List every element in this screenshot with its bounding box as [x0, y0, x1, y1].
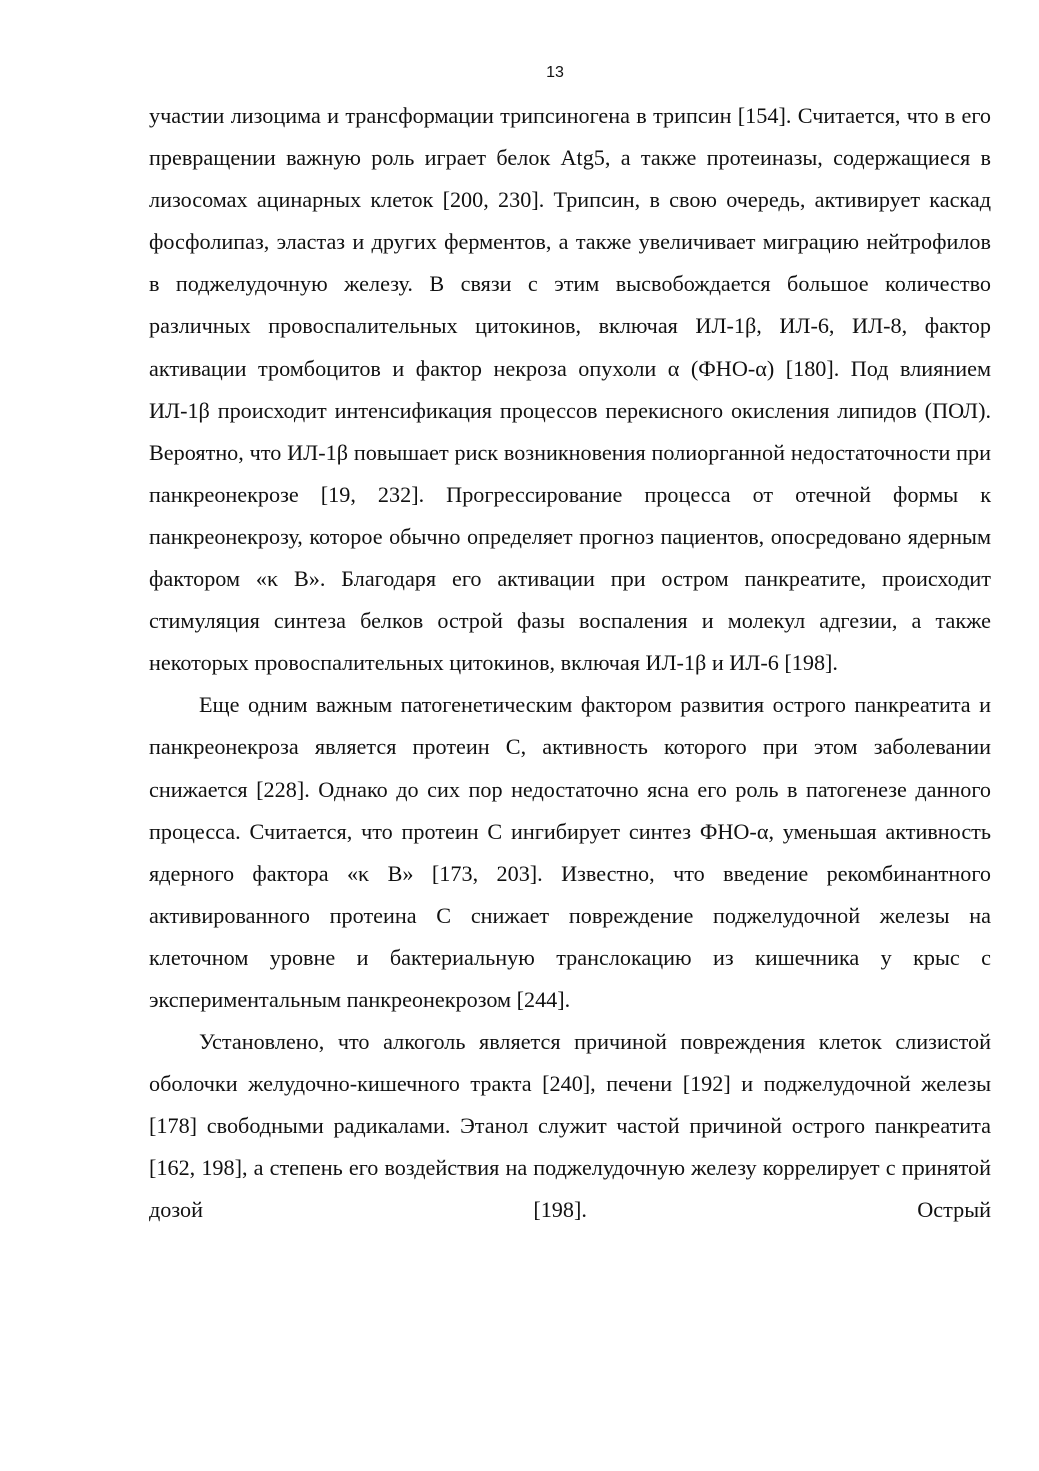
paragraph-3: Установлено, что алкоголь является причиной повреждения клеток слизистой оболочки желудочно-кишечного тракта [240], печени [192] и поджелудочной железы [178] свободными радикалами. Этанол служит частой причиной острого панкреатита [162, 198], а степень его воздействия на поджелудочную железу коррелирует с принятой дозой [198]. Острый [149, 1029, 991, 1223]
paragraph-2: Еще одним важным патогенетическим фактором развития острого панкреатита и панкреонекроза является протеин С, активность которого при этом заболевании снижается [228]. Однако до сих пор недостаточно ясна его роль в патогенезе данного процесса. Считается, что протеин С ингибирует синтез ФНО-α, уменьшая активность ядерного фактора «κ B» [173, 203]. Известно, что введение рекомбинантного активированного протеина С снижает повреждение поджелудочной железы на клеточном уровне и бактериальную транслокацию из кишечника у крыс с экспериментальным панкреонекрозом [244]. [149, 692, 991, 1012]
document-body [149, 95, 991, 1232]
paragraph-1: участии лизоцима и трансформации трипсиногена в трипсин [154]. Считается, что в его превращении важную роль играет белок Atg5, а также протеиназы, содержащиеся в лизосомах ацинарных клеток [200, 230]. Трипсин, в свою очередь, активирует каскад фосфолипаз, эластаз и других ферментов, а также увеличивает миграцию нейтрофилов в поджелудочную железу. В связи с этим высвобождается большое количество различных провоспалительных цитокинов, включая ИЛ-1β, ИЛ-6, ИЛ-8, фактор активации тромбоцитов и фактор некроза опухоли α (ФНО-α) [180]. Под влиянием ИЛ-1β происходит интенсификация процессов перекисного окисления липидов (ПОЛ). Вероятно, что ИЛ-1β повышает риск возникновения полиорганной недостаточности при панкреонекрозе [19, 232]. Прогрессирование процесса от отечной формы к панкреонекрозу, которое обычно определяет прогноз пациентов, опосредовано ядерным фактором «κ B». Благодаря его активации при остром панкреатите, происходит стимуляция синтеза белков острой фазы воспаления и молекул адгезии, а также некоторых провоспалительных цитокинов, включая ИЛ-1β и ИЛ-6 [198]. [149, 103, 991, 676]
page-number: 13 [546, 64, 564, 81]
